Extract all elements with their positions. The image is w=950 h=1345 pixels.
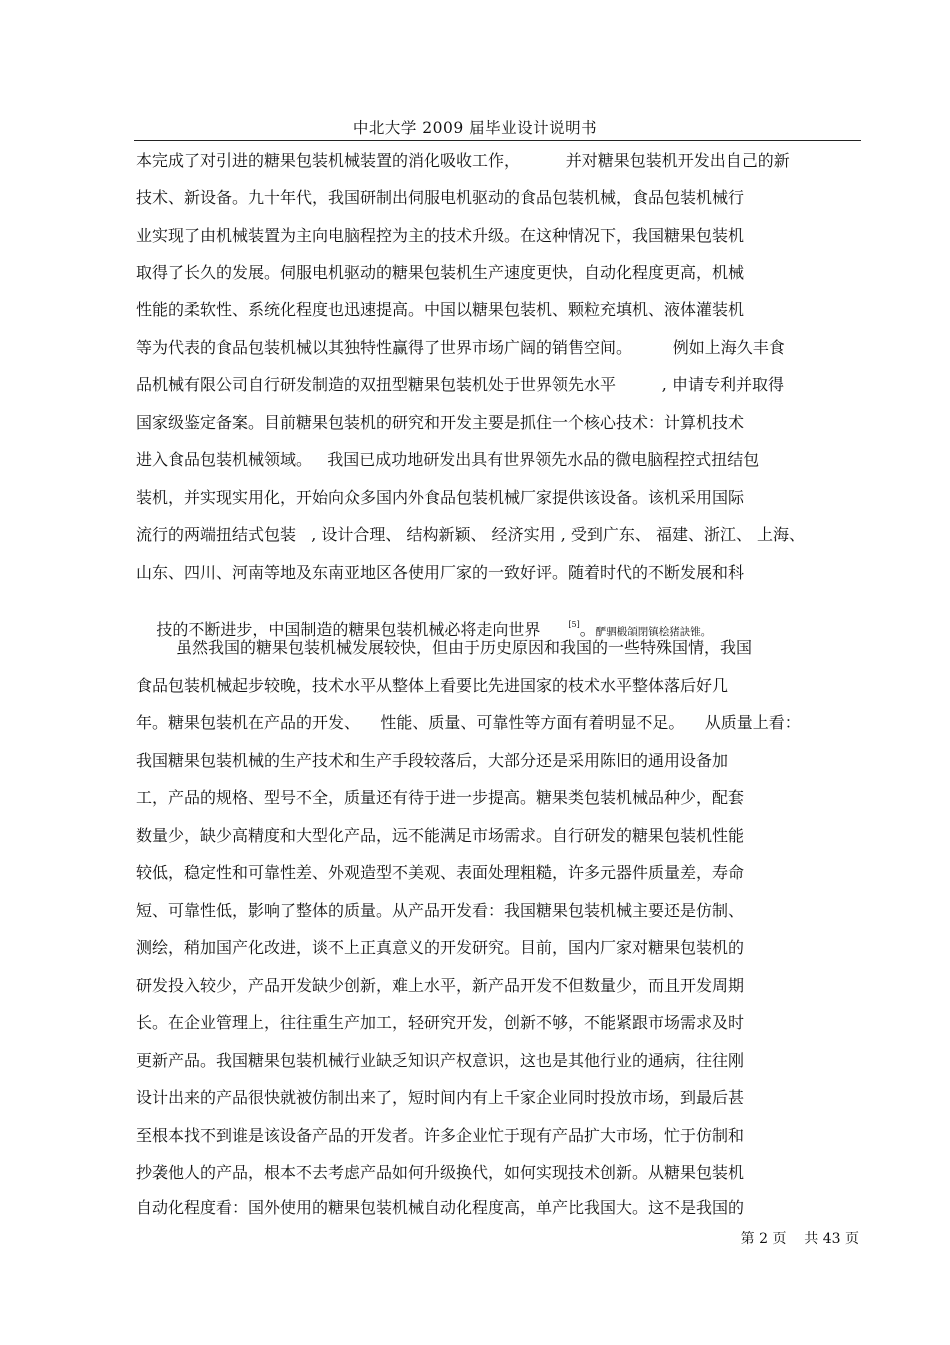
text-line: 取得了长久的发展。伺服电机驱动的糖果包装机生产速度更快，自动化程度更高，机械 bbox=[136, 263, 745, 282]
text-line: 测绘，稍加国产化改进，谈不上正真意义的开发研究。目前，国内厂家对糖果包装机的 bbox=[136, 938, 745, 957]
text-line: 装机，并实现实用化，开始向众多国内外食品包装机械厂家提供该设备。该机采用国际 bbox=[136, 488, 745, 507]
page-header-title: 中北大学 2009 届毕业设计说明书 bbox=[352, 119, 598, 137]
text-line: 数量少，缺少高精度和大型化产品，远不能满足市场需求。自行研发的糖果包装机性能 bbox=[136, 826, 745, 845]
text-line: 较低，稳定性和可靠性差、外观造型不美观、表面处理粗糙，许多元器件质量差，寿命 bbox=[136, 863, 745, 882]
text-line: 本完成了对引进的糖果包装机械装置的消化吸收工作， 并对糖果包装机开发出自己的新 bbox=[136, 151, 790, 170]
text-line: 性能的柔软性、系统化程度也迅速提高。中国以糖果包装机、颗粒充填机、液体灌装机 bbox=[136, 300, 745, 319]
text-line: 我国糖果包装机械的生产技术和生产手段较落后，大部分还是采用陈旧的通用设备加 bbox=[136, 751, 729, 770]
paragraph-first-line: 虽然我国的糖果包装机械发展较快，但由于历史原因和我国的一些特殊国情，我国 bbox=[176, 638, 753, 657]
text-line: 山东、四川、河南等地及东南亚地区各使用厂家的一致好评。随着时代的不断发展和科 bbox=[136, 563, 745, 582]
text-line: 工，产品的规格、型号不全，质量还有待于进一步提高。糖果类包装机械品种少，配套 bbox=[136, 788, 745, 807]
text-line: 年。糖果包装机在产品的开发、 性能、质量、可靠性等方面有着明显不足。 从质量上看： bbox=[136, 713, 801, 732]
garbled-text: 酽驷椴頜閉镇桧猪訣锥。 bbox=[595, 626, 712, 638]
text-line: 长。在企业管理上，往往重生产加工，轻研究开发，创新不够，不能紧跟市场需求及时 bbox=[136, 1013, 745, 1032]
text-line: 品机械有限公司自行研发制造的双扭型糖果包装机处于世界领先水平 , 申请专利并取得 bbox=[136, 375, 784, 394]
text-line: 食品包装机械起步较晚，技术水平从整体上看要比先进国家的枝术水平整体落后好几 bbox=[136, 676, 729, 695]
text-line: 国家级鉴定备案。目前糖果包装机的研究和开发主要是抓住一个核心技术：计算机技术 bbox=[136, 413, 745, 432]
citation-ref: [5] bbox=[568, 620, 580, 629]
text-line: 至根本找不到谁是该设备产品的开发者。许多企业忙于现有产品扩大市场，忙于仿制和 bbox=[136, 1126, 745, 1145]
text-line: 短、可靠性低，影响了整体的质量。从产品开发看：我国糖果包装机械主要还是仿制、 bbox=[136, 901, 745, 920]
citation-line-text: 技的不断进步，中国制造的糖果包装机械必将走向世界 bbox=[156, 620, 541, 639]
text-line: 研发投入较少，产品开发缺少创新，难上水平，新产品开发不但数量少，而且开发周期 bbox=[136, 976, 745, 995]
header-rule bbox=[134, 140, 861, 141]
text-line: 技术、新设备。九十年代，我国研制出伺服电机驱动的食品包装机械，食品包装机械行 bbox=[136, 188, 745, 207]
text-line: 更新产品。我国糖果包装机械行业缺乏知识产权意识，这也是其他行业的通病，往往刚 bbox=[136, 1051, 745, 1070]
text-line: 进入食品包装机械领域。 我国已成功地研发出具有世界领先水品的微电脑程控式扭结包 bbox=[136, 450, 760, 469]
citation-period: 。 bbox=[579, 620, 596, 639]
text-line: 抄袭他人的产品，根本不去考虑产品如何升级换代，如何实现技术创新。从糖果包装机 bbox=[136, 1163, 745, 1182]
text-line: 设计出来的产品很快就被仿制出来了，短时间内有上千家企业同时投放市场，到最后甚 bbox=[136, 1088, 745, 1107]
text-line: 自动化程度看：国外使用的糖果包装机械自动化程度高，单产比我国大。这不是我国的 bbox=[136, 1198, 745, 1217]
page-number-footer: 第 2 页 共 43 页 bbox=[740, 1231, 859, 1247]
text-line: 业实现了由机械装置为主向电脑程控为主的技术升级。在这种情况下，我国糖果包装机 bbox=[136, 226, 745, 245]
text-line: 流行的两端扭结式包装 , 设计合理、 结构新颖、 经济实用 , 受到广东、 福建、浙江、 上海、 bbox=[136, 525, 806, 544]
text-line: 等为代表的食品包装机械以其独特性赢得了世界市场广阔的销售空间。 例如上海久丰食 bbox=[136, 338, 785, 357]
